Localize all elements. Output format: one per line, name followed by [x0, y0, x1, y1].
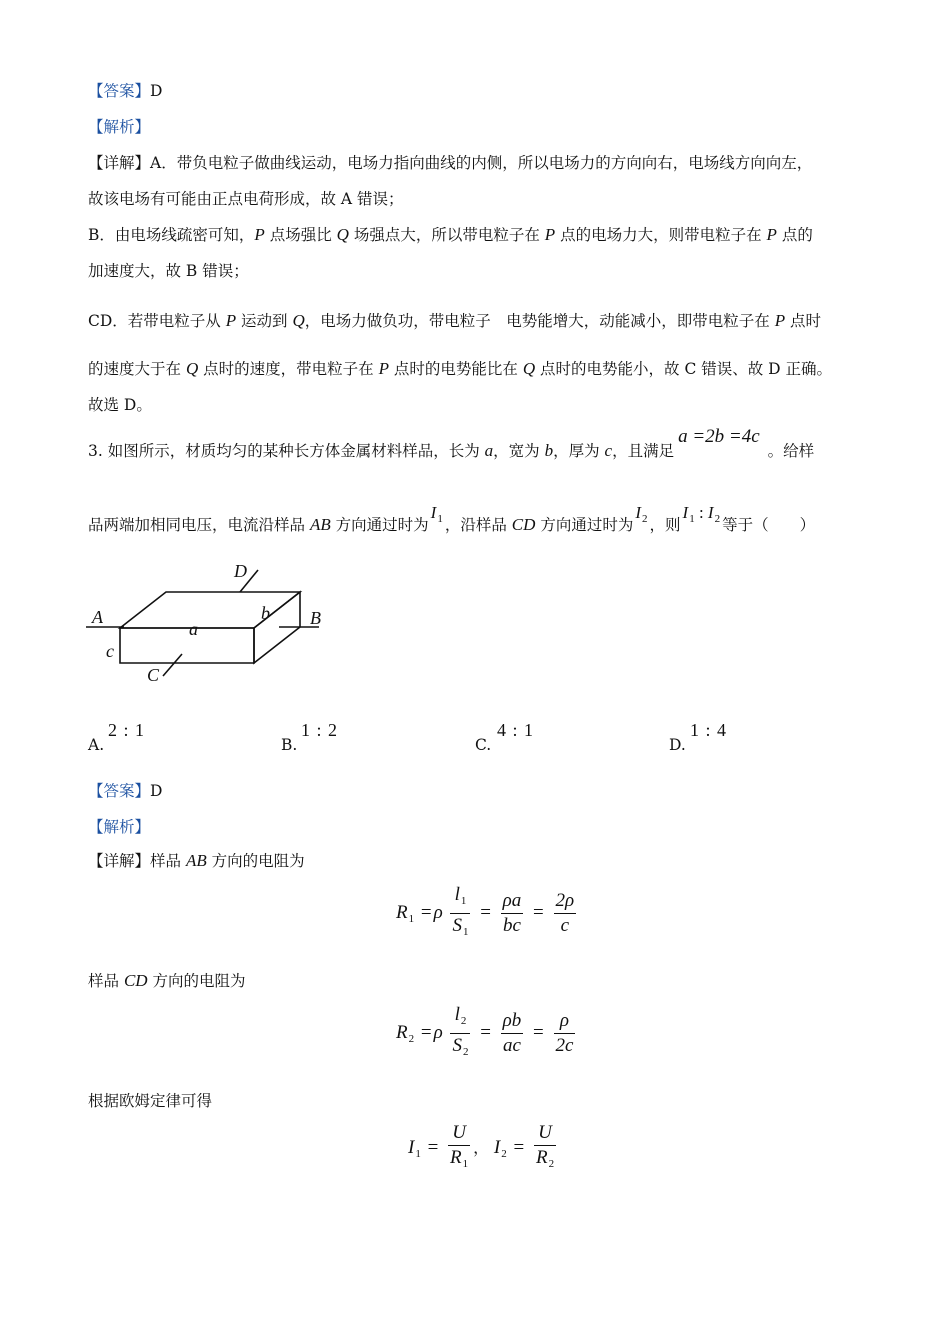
option-c-value: 4 : 1: [497, 720, 535, 740]
answer-tag: 【答案】: [88, 82, 151, 100]
label-a: a: [189, 619, 198, 639]
detail-1-line-3: B．由电场线疏密可知，P 点场强比 Q 场强点大，所以带电粒子在 P 点的电场力大，则带电粒子在 P 点的: [88, 225, 813, 244]
detail-1-line-5: CD．若带电粒子从 P 运动到 Q，电场力做负功，带电粒子 电势能增大，动能减小，即带电粒子在 P 点时: [88, 311, 822, 330]
answer-line-2: [88, 780, 162, 802]
detail-1-line-7: 故选 D。: [88, 396, 152, 414]
analysis-heading-1: [88, 116, 150, 138]
label-C: C: [147, 665, 160, 685]
option-b-label: B.: [281, 736, 298, 754]
answer-value: D: [150, 782, 163, 800]
cuboid-figure: [84, 556, 344, 686]
lead-c: [163, 654, 182, 676]
analysis-tag: 【解析】: [88, 818, 151, 836]
option-a-label: A.: [88, 736, 105, 754]
current-i1: $I_1$: [430, 503, 443, 525]
question-3-line-1: 3. 如图所示，材质均匀的某种长方体金属材料样品，长为 a，宽为 b，厚为 c，且满足a =2b =4c。给样: [88, 426, 815, 460]
current-i2: $I_2$: [635, 503, 648, 525]
equation-r1: $R_1 = \rho$ $\frac{l_1}{S_1}$ = $\frac{\rho a}{bc}$ = $\frac{2\rho}{c}$: [396, 884, 575, 938]
detail-1-line-6: 的速度大于在 Q 点时的速度，带电粒子在 P 点时的电势能比在 Q 点时的电势能小，故 C 错误、故 D 正确。: [88, 359, 833, 378]
label-D: D: [234, 561, 247, 581]
answer-tag: 【答案】: [88, 782, 151, 800]
option-b-value: 1 : 2: [301, 720, 339, 740]
option-d-label: D.: [669, 736, 686, 754]
label-A: A: [92, 607, 103, 627]
option-d-value: 1 : 4: [690, 720, 728, 740]
detail-1-line-4: 加速度大，故 B 错误；: [88, 262, 249, 280]
analysis-heading-2: [88, 816, 150, 838]
label-b: b: [261, 603, 270, 623]
detail-1-line-1: [88, 152, 812, 174]
option-c-label: C.: [475, 736, 492, 754]
label-c: c: [106, 641, 114, 661]
detail-text: 故该电场有可能由正点电荷形成，故 A 错误；: [88, 190, 404, 208]
detail-tag: 【详解】: [88, 154, 151, 172]
cuboid-top-face: [120, 592, 300, 628]
answer-value: D: [150, 82, 163, 100]
condition-formula: a =2b =4c: [678, 426, 760, 447]
detail-2-line-3: 根据欧姆定律可得: [88, 1092, 213, 1110]
question-3-line-2: 品两端加相同电压，电流沿样品 AB 方向通过时为$I_1$ ，沿样品 CD 方向通过时为$I_2$ ，则$I_1$ : $I_2$ 等于（ ）: [88, 503, 816, 534]
analysis-tag: 【解析】: [88, 118, 151, 136]
equation-ohm: $I_1$ = $\frac{U}{R_1}$ ， $I_2$ = $\frac{U}{R_2}$: [408, 1122, 555, 1170]
detail-1-line-2: [88, 188, 404, 210]
cuboid-front-face: [120, 628, 254, 663]
answer-line-1: [88, 80, 162, 102]
current-ratio: $I_1$ : $I_2$: [682, 503, 721, 525]
equation-r2: $R_2 = \rho$ $\frac{l_2}{S_2}$ = $\frac{\rho b}{ac}$ = $\frac{\rho}{2c}$: [396, 1004, 574, 1058]
option-a-value: 2 : 1: [108, 720, 146, 740]
detail-text: A．带负电粒子做曲线运动，电场力指向曲线的内侧，所以电场力的方向向右，电场线方向向左，: [150, 154, 813, 172]
detail-2-line-2: 样品 CD 方向的电阻为: [88, 971, 246, 990]
label-B: B: [310, 608, 321, 628]
detail-2-line-1: 【详解】样品 AB 方向的电阻为: [88, 851, 305, 870]
